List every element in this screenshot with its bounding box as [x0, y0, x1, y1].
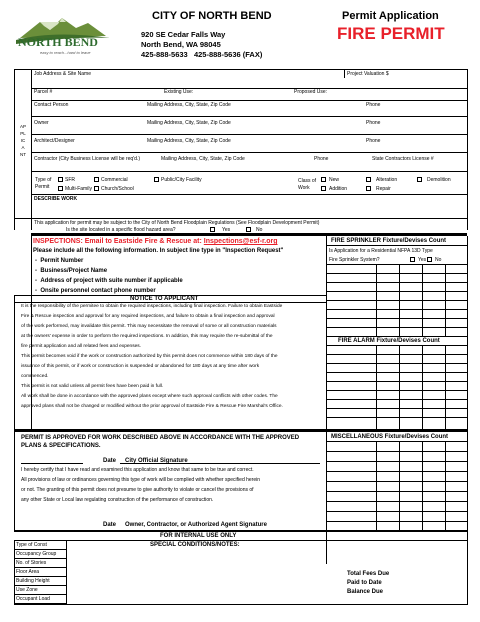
notice-title: NOTICE TO APPLICANT [130, 296, 199, 302]
notice-line: issuance of this permit, or if work or construction is suspended or abandoned for 180 days at any time after work [21, 364, 260, 369]
permit-sfr-checkbox[interactable] [58, 177, 63, 182]
permit-church-checkbox[interactable] [94, 186, 99, 191]
proposed-use-label: Proposed Use: [294, 89, 328, 95]
notice-body [21, 304, 325, 414]
architect-phone-label: Phone [366, 138, 381, 144]
flood-yes-checkbox[interactable] [210, 227, 215, 232]
describe-work-label: DESCRIBE WORK [34, 196, 78, 202]
approval-statement: PERMIT IS APPROVED FOR WORK DESCRIBED ABOVE IN ACCORDANCE WITH THE APPROVED PLANS & SPECIFICATIONS. [21, 435, 300, 449]
class-new-label: New [329, 177, 340, 183]
contact-phone-label: Phone [366, 102, 381, 108]
sprinkler-no-label: No [435, 257, 442, 263]
contractor-phone-label: Phone [314, 156, 329, 162]
city-name: CITY OF NORTH BEND [152, 10, 272, 22]
sprinkler-count-grid[interactable] [326, 264, 467, 336]
misc-title: MISCELLANEOUS Fixture/Devises Count [331, 434, 449, 440]
sprinkler-system: Fire Sprinkler System? [329, 257, 380, 263]
notice-line: fire permit application and all related fees and expenses. [21, 344, 141, 349]
notice-line: All work shall be done in accordance with the approved plans except where such approval conflicts with other codes. The [21, 394, 278, 399]
permit-commercial-checkbox[interactable] [94, 177, 99, 182]
permit-commercial-label: Commercial [101, 177, 128, 183]
sprinkler-no-checkbox[interactable] [427, 257, 432, 262]
permit-public-checkbox[interactable] [154, 177, 159, 182]
inspection-item: - Address of project with suite number if applicable [35, 278, 183, 284]
alarm-count-grid[interactable] [326, 345, 467, 430]
internal-row-label: Building Height [14, 577, 66, 586]
class-addition-label: Addition [329, 186, 348, 192]
internal-row-label: Occupant Load [14, 595, 66, 604]
owner-signature-input[interactable] [125, 506, 320, 520]
owner-input[interactable] [32, 126, 467, 133]
notice-line: This permit is not valid unless all permit fees have been paid in full. [21, 384, 164, 389]
flood-no-checkbox[interactable] [246, 227, 251, 232]
class-repair-checkbox[interactable] [366, 186, 371, 191]
contact-person-label: Contact Person [34, 102, 69, 108]
sprinkler-title: FIRE SPRINKLER Fixture/Devises Count [331, 238, 447, 244]
address-line-1: 920 SE Cedar Falls Way [141, 30, 226, 39]
internal-use-title: FOR INTERNAL USE ONLY [160, 533, 237, 539]
describe-work-input[interactable] [32, 203, 467, 218]
sprinkler-residential: Is Application for a Residential NFPA 13D Type [329, 248, 433, 254]
floodplain-question: Is the site located in a specific flood hazard area? [66, 227, 176, 233]
existing-use-label: Existing Use: [164, 89, 194, 95]
notice-line: at the owners' expense in order to perform the required inspections. In addition, this may require the re-submittal of the [21, 334, 273, 339]
approval-date-label: Date [103, 458, 117, 464]
flood-yes-label: Yes [222, 227, 231, 233]
parcel-label: Parcel # [34, 89, 53, 95]
class-demolition-label: Demolition [427, 177, 451, 183]
owner-phone-label: Phone [366, 120, 381, 126]
class-alteration-label: Alteration [376, 177, 398, 183]
job-address-label: Job Address & Site Name [34, 71, 91, 77]
permit-sfr-label: SFR [65, 177, 75, 183]
owner-date-label: Date [103, 522, 117, 528]
certify-line: or not. The granting of this permit does not presume to give authority to violate or cancel the provisions of [21, 487, 254, 493]
class-new-checkbox[interactable] [321, 177, 326, 182]
permit-multifamily-checkbox[interactable] [58, 186, 63, 191]
sprinkler-yes-label: Yes [418, 257, 427, 263]
alarm-title: FIRE ALARM Fixture/Devises Count [338, 338, 440, 344]
internal-row-label: Occupancy Group [14, 550, 66, 559]
job-address-input[interactable] [32, 78, 467, 88]
internal-use-table [14, 541, 66, 604]
class-alteration-checkbox[interactable] [366, 177, 371, 182]
permit-church-label: Church/School [101, 186, 134, 192]
phone-fax: 425-888-5633 425-888-5636 (FAX) [141, 50, 263, 59]
class-addition-checkbox[interactable] [321, 186, 326, 191]
special-conditions-label: SPECIAL CONDITIONS/NOTES: [150, 542, 240, 548]
certify-line: I hereby certify that I have read and examined this application and know that same to be true and correct. [21, 467, 254, 473]
notice-line: This permit becomes void if the work or construction authorized by this permit does not commence within 180 days of the [21, 354, 278, 359]
floodplain-text: This application for permit may be subject to the City of North Bend Floodplain Regulations (See Floodplain Development Permit) [34, 220, 320, 226]
class-repair-label: Repair [376, 186, 391, 192]
project-valuation-label: Project Valuation $ [347, 71, 389, 77]
inspection-item: - Business/Project Name [35, 268, 108, 274]
logo-tagline: easy to reach...hard to leave [40, 50, 91, 55]
contractor-input[interactable] [32, 162, 467, 170]
fee-label: Total Fees Due [347, 571, 390, 577]
internal-row-label: Use Zone [14, 586, 66, 595]
class-demolition-checkbox[interactable] [417, 177, 422, 182]
certify-line: any other State or Local law regulating construction of the performance of construction. [21, 497, 214, 503]
certify-line: All provisions of law or ordinances governing this type of work will be complied with whether specified herein [21, 477, 261, 483]
certification-text [21, 467, 321, 507]
internal-row-label: No. of Stories [14, 559, 66, 568]
internal-row-label: Floor Area [14, 568, 66, 577]
notice-line: of the work performed, may invalidate this permit. This may necessitate the removal of some or all construction materials [21, 324, 277, 329]
logo-text: NORTH BEND [18, 35, 98, 49]
permit-public-label: Public/City Facility [161, 177, 202, 183]
owner-mailing-label: Mailing Address, City, State, Zip Code [147, 120, 231, 126]
flood-no-label: No [256, 227, 263, 233]
address-line-2: North Bend, WA 98045 [141, 40, 221, 49]
special-conditions-input[interactable] [68, 550, 308, 602]
contractor-label: Contractor (City Business License will be req'd.) [34, 156, 140, 162]
inspections-email-link[interactable]: Inspections@esf-r.org [203, 238, 278, 245]
internal-row-label: Type of Const [14, 541, 66, 550]
inspection-item: - Onsite personnel contact phone number [35, 288, 156, 294]
architect-input[interactable] [32, 144, 467, 151]
notice-line: It is the responsibility of the permitee to obtain the required inspections, including final inspection. Failure to obtain Eastside [21, 304, 283, 309]
state-license-label: State Contractors License # [372, 156, 434, 162]
fee-label: Paid to Date [347, 580, 382, 586]
fee-label: Balance Due [347, 589, 384, 595]
city-logo [14, 14, 132, 58]
notice-line: Fire & Rescue inspection and approval for any required inspections, and failure to obtain a final inspection and approval [21, 314, 275, 319]
architect-label: Architect/Designer [34, 138, 75, 144]
inspection-item: - Permit Number [35, 258, 84, 264]
form-title: Permit Application [342, 10, 439, 22]
contact-person-input[interactable] [32, 108, 467, 115]
notice-line: commenced. [21, 374, 49, 379]
architect-mailing-label: Mailing Address, City, State, Zip Code [147, 138, 231, 144]
inspections-instruction: Please include all the following information. In subject line type in "Inspection Request" [33, 248, 284, 254]
type-of-permit-label: Type of Permit [35, 177, 52, 190]
notice-line: approved plans shall not be changed or modified without the prior approval of Eastside Fire & Rescue Fire Marshal's Office. [21, 404, 283, 409]
contractor-mailing-label: Mailing Address, City, State, Zip Code [161, 156, 245, 162]
city-signature-label: City Official Signature [125, 458, 188, 464]
class-of-work-label: Class of Work [298, 178, 317, 191]
permit-multifamily-label: Multi-Family [65, 186, 92, 192]
sprinkler-yes-checkbox[interactable] [410, 257, 415, 262]
contact-mailing-label: Mailing Address, City, State, Zip Code [147, 102, 231, 108]
misc-count-grid[interactable] [326, 441, 467, 531]
applicant-side-label: APPLICANT [20, 124, 27, 157]
owner-label: Owner [34, 120, 49, 126]
permit-name: FIRE PERMIT [337, 24, 445, 43]
inspections-heading: INSPECTIONS: Email to Eastside Fire & Rescue at: Inspections@esf-r.org [33, 238, 278, 245]
owner-signature-label: Owner, Contractor, or Authorized Agent Signature [125, 522, 267, 528]
